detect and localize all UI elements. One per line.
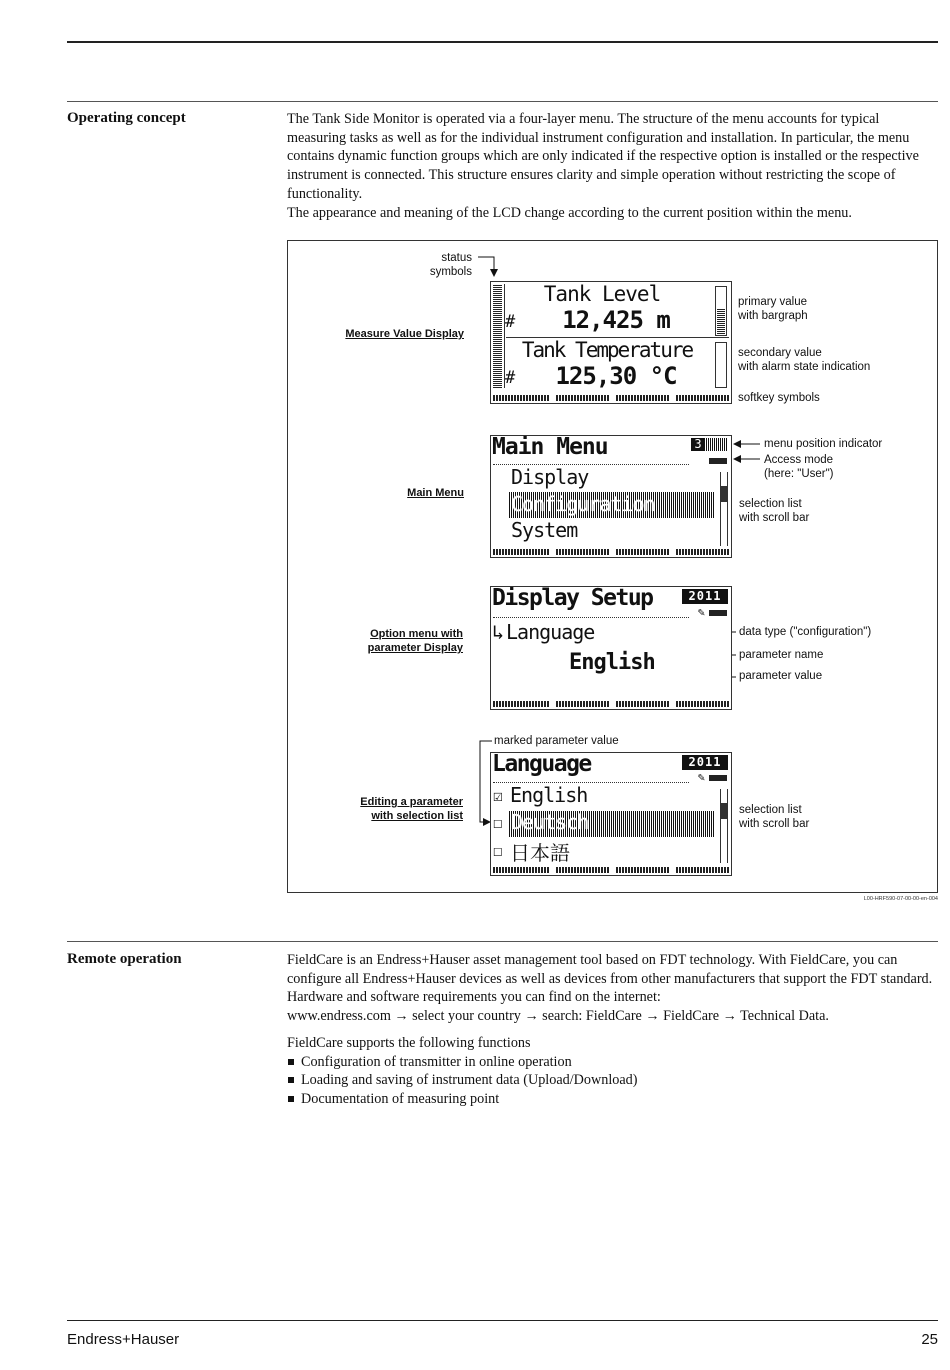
annotation-parameter-value: parameter value [739,670,823,682]
option-japanese[interactable]: 日本語 [510,841,570,865]
secondary-bargraph-icon [715,342,727,388]
access-mode-icon [709,458,727,464]
section-divider [67,941,938,942]
label-edit-line1: Editing a parameter [360,796,463,808]
footer-rule [67,1320,938,1321]
checkbox-empty-icon[interactable]: ☐ [493,813,503,832]
secondary-value: 125,30 °C [555,362,677,390]
page-number: 25 [921,1331,938,1348]
label-edit-line2: with selection list [371,810,463,822]
annotation-primary-line2: with bargraph [738,310,808,322]
parameter-value[interactable]: English [569,650,655,675]
menu-item-configuration[interactable]: Configuration [511,492,655,516]
annotation-sel2-line1: selection list [739,804,802,816]
annotation-access-line1: Access mode [764,454,834,466]
operating-paragraph-1: The Tank Side Monitor is operated via a four-layer menu. The structure of the menu accounts for typical measuring tasks as well as for the individual instrument configuration and installation. In particular, the menu contains dynamic function groups which are only indicated if the respective option is installed or the respective instrument is connected. This structure ensures clarity and simple operation without restricting the scope of functionality. [287,111,919,202]
lcd-display-setup [490,586,732,710]
parameter-name[interactable]: Language [506,620,595,644]
parameter-arrow-icon: ↳ [492,620,504,644]
list-item: Documentation of measuring point [287,1090,939,1109]
checkbox-empty-icon[interactable]: ☐ [493,841,503,860]
annotation-selection-list-2 [739,803,809,831]
annotation-status-symbols [400,251,472,279]
annotation-parameter-name: parameter name [739,649,824,661]
data-type-pencil-icon: ✎ [697,770,705,784]
scroll-bar[interactable] [720,472,728,546]
operating-paragraph-2: The appearance and meaning of the LCD change according to the current position within the menu. [287,204,852,221]
section-heading-operating: Operating concept [67,110,186,126]
option-deutsch[interactable]: Deutsch [511,810,589,834]
language-title: Language [492,752,591,777]
remote-paragraph-3: FieldCare supports the following functions [287,1034,531,1051]
access-mode-icon [709,775,727,781]
remote-paragraph-1: FieldCare is an Endress+Hauser asset management tool based on FDT technology. With FieldCare, you can configure all Endress+Hauser devices as well as devices from other manufacturers that support the FDT standard. Hardware and software requirements you can find on the internet: [287,952,933,1006]
top-rule [67,41,938,43]
menu-item-display[interactable]: Display [511,465,589,489]
lcd-main-menu [490,435,732,558]
label-option-menu [300,627,463,655]
figure-id: L00-HRF590-07-00-00-en-004 [863,896,938,902]
menu-position-pattern-icon [706,438,728,451]
secondary-hash-icon: # [505,368,516,388]
annotation-secondary-value [738,346,870,374]
main-menu-title: Main Menu [492,435,608,460]
annotation-sel1-line2: with scroll bar [739,512,810,524]
section-heading-remote: Remote operation [67,951,182,967]
secondary-title: Tank Temperature [521,338,693,362]
label-measure-value-display: Measure Value Display [345,328,464,340]
label-option-line2: parameter Display [367,642,463,654]
list-item: Loading and saving of instrument data (Upload/Download) [287,1071,939,1090]
menu-item-system[interactable]: System [511,518,578,542]
menu-position-indicator: 2011 [682,589,728,604]
annotation-softkey-symbols: softkey symbols [738,392,820,404]
annotation-status-line1: status [441,252,472,264]
title-underline [493,617,689,619]
label-editing-parameter [300,795,463,823]
section-divider [67,101,938,102]
status-symbols-icon [493,284,502,388]
scroll-thumb[interactable] [721,486,727,502]
annotation-data-type: data type ("configuration") [739,626,872,638]
checkbox-checked-icon[interactable]: ☑ [493,786,503,805]
option-english[interactable]: English [510,783,588,807]
annotation-secondary-line2: with alarm state indication [738,361,871,373]
annotation-marked-value: marked parameter value [494,735,619,747]
annotation-sel1-line1: selection list [739,498,802,510]
footer-brand: Endress+Hauser [67,1331,180,1348]
primary-title: Tank Level [543,282,661,306]
annotation-secondary-line1: secondary value [738,347,822,359]
functions-list [287,1053,939,1109]
lcd-measure-value-display [490,281,732,404]
annotation-sel2-line2: with scroll bar [739,818,810,830]
annotation-primary-value [738,295,808,323]
primary-hash-icon: # [505,312,516,332]
annotation-selection-list-1 [739,497,809,525]
data-type-pencil-icon: ✎ [697,605,705,619]
label-option-line1: Option menu with [370,628,463,640]
annotation-access-line2: (here: "User") [764,468,834,480]
label-main-menu: Main Menu [407,487,464,499]
operating-text [287,110,939,222]
display-setup-title: Display Setup [492,586,653,611]
menu-position-indicator: 3 [691,438,705,451]
remote-text [287,951,939,1109]
annotation-status-line2: symbols [429,266,472,278]
primary-value: 12,425 m [562,306,670,334]
lcd-language-selection [490,752,732,876]
primary-bargraph-icon [715,286,727,336]
remote-paragraph-2: www.endress.com → select your country → search: FieldCare → FieldCare → Technical Data. [287,1008,829,1025]
scroll-thumb[interactable] [721,803,727,819]
annotation-access-mode [764,453,834,481]
menu-position-indicator: 2011 [682,755,728,770]
annotation-menu-position: menu position indicator [764,438,883,450]
list-item: Configuration of transmitter in online operation [287,1053,939,1072]
scroll-bar[interactable] [720,789,728,863]
annotation-primary-line1: primary value [738,296,808,308]
access-mode-icon [709,610,727,616]
